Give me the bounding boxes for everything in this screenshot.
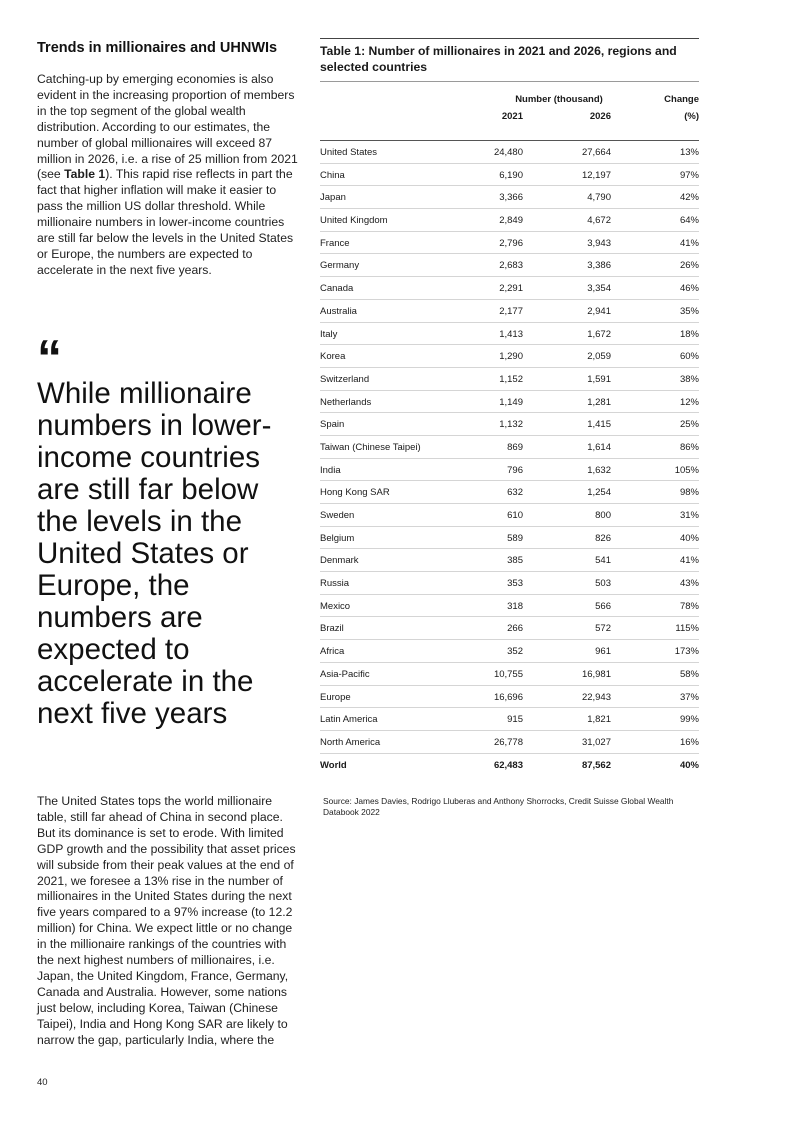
section-title: Trends in millionaires and UHNWIs <box>37 40 278 56</box>
intro-paragraph <box>37 72 299 279</box>
table-row <box>320 413 699 436</box>
table-row <box>320 323 699 346</box>
row-change: 37% <box>679 691 699 703</box>
row-change: 31% <box>679 510 699 521</box>
table-row <box>320 368 699 391</box>
row-2026: 1,672 <box>587 328 611 340</box>
row-change: 42% <box>679 192 699 204</box>
row-change: 99% <box>679 714 699 726</box>
table-row <box>320 436 699 459</box>
row-2021: 1,290 <box>499 351 523 363</box>
row-2021: 62,483 <box>493 759 523 771</box>
row-2026: 4,672 <box>587 215 611 227</box>
table-row <box>320 640 699 663</box>
table-row <box>320 254 699 277</box>
row-name: United Kingdom <box>320 215 388 227</box>
table-row <box>320 459 699 482</box>
row-2026: 503 <box>595 578 611 590</box>
row-change: 41% <box>679 237 699 249</box>
row-change: 13% <box>679 147 699 158</box>
row-name: Netherlands <box>320 396 372 408</box>
table-row <box>320 549 699 572</box>
table-row <box>320 731 699 754</box>
millionaires-table <box>320 38 699 776</box>
row-2026: 3,943 <box>587 237 611 249</box>
row-2021: 632 <box>507 487 523 499</box>
page-number: 40 <box>37 1077 48 1088</box>
pull-quote: While millionaire numbers in lower-income countries are still far below the levels in the United States or Europe, the numbers are expected to accelerate in the next five years <box>37 377 272 730</box>
table-body <box>320 141 699 754</box>
row-2021: 353 <box>507 578 523 590</box>
row-2026: 1,591 <box>587 373 611 385</box>
row-name: Spain <box>320 419 345 431</box>
table-header <box>320 82 699 141</box>
row-name: Belgium <box>320 532 355 544</box>
row-2026: 22,943 <box>581 691 611 703</box>
row-2021: 24,480 <box>493 147 523 158</box>
row-2026: 961 <box>595 646 611 658</box>
row-2021: 16,696 <box>493 691 523 703</box>
row-2021: 3,366 <box>499 192 523 204</box>
row-change: 86% <box>679 441 699 453</box>
row-name: Denmark <box>320 555 359 567</box>
row-name: United States <box>320 147 378 158</box>
row-2021: 6,190 <box>499 169 523 181</box>
table-row <box>320 345 699 368</box>
row-2026: 1,821 <box>587 714 611 726</box>
row-change: 40% <box>679 759 699 771</box>
row-change: 60% <box>679 351 699 363</box>
row-2026: 1,281 <box>587 396 611 408</box>
row-name: Asia-Pacific <box>320 668 370 680</box>
row-2026: 12,197 <box>581 169 611 181</box>
row-2026: 2,059 <box>587 351 611 363</box>
row-2021: 869 <box>507 441 523 453</box>
row-change: 64% <box>679 215 699 227</box>
header-year-2021: 2021 <box>501 111 523 122</box>
row-name: Latin America <box>320 714 378 726</box>
row-change: 78% <box>679 600 699 612</box>
table-row <box>320 164 699 187</box>
row-name: Australia <box>320 305 357 317</box>
table-row <box>320 300 699 323</box>
row-2021: 1,152 <box>499 373 523 385</box>
row-2021: 26,778 <box>493 736 523 748</box>
row-2021: 352 <box>507 646 523 658</box>
row-name: Korea <box>320 351 346 363</box>
row-2021: 610 <box>507 510 523 521</box>
header-change-unit: (%) <box>684 111 699 122</box>
table-row <box>320 595 699 618</box>
table-title: Table 1: Number of millionaires in 2021 and 2026, regions and selected countries <box>320 38 699 82</box>
row-2021: 2,291 <box>499 283 523 295</box>
row-name: Africa <box>320 646 345 658</box>
row-2026: 1,415 <box>587 419 611 431</box>
row-change: 173% <box>674 646 699 658</box>
row-name: Germany <box>320 260 360 272</box>
row-2026: 27,664 <box>581 147 611 158</box>
row-2021: 2,683 <box>499 260 523 272</box>
row-change: 40% <box>679 532 699 544</box>
row-2026: 16,981 <box>581 668 611 680</box>
row-2021: 589 <box>507 532 523 544</box>
row-2026: 1,254 <box>587 487 611 499</box>
row-name: Mexico <box>320 600 351 612</box>
row-2021: 2,177 <box>499 305 523 317</box>
row-change: 105% <box>674 464 699 476</box>
row-2026: 31,027 <box>581 736 611 748</box>
row-change: 12% <box>679 396 699 408</box>
row-2021: 2,796 <box>499 237 523 249</box>
row-2026: 572 <box>595 623 611 635</box>
row-change: 38% <box>679 373 699 385</box>
header-number: Number (thousand) <box>515 94 603 105</box>
table-row <box>320 617 699 640</box>
row-name: Hong Kong SAR <box>320 487 390 499</box>
table-row <box>320 277 699 300</box>
row-name: China <box>320 169 345 181</box>
row-name: Europe <box>320 691 351 703</box>
row-2021: 915 <box>507 714 523 726</box>
row-change: 115% <box>675 623 699 635</box>
row-2026: 1,614 <box>587 441 611 453</box>
row-name: Italy <box>320 328 338 340</box>
row-name: France <box>320 237 350 249</box>
table-row <box>320 186 699 209</box>
row-name: Japan <box>320 192 346 204</box>
row-2021: 796 <box>507 464 523 476</box>
table-row <box>320 663 699 686</box>
header-year-2026: 2026 <box>589 111 611 122</box>
row-name: Sweden <box>320 510 355 521</box>
table-row-total <box>320 754 699 777</box>
row-2026: 566 <box>595 600 611 612</box>
row-name: World <box>320 759 347 771</box>
row-name: Switzerland <box>320 373 370 385</box>
row-name: Taiwan (Chinese Taipei) <box>320 441 421 453</box>
row-2026: 1,632 <box>587 464 611 476</box>
row-name: Canada <box>320 283 354 295</box>
row-2021: 318 <box>507 600 523 612</box>
row-2021: 385 <box>507 555 523 567</box>
row-change: 16% <box>679 736 699 748</box>
table-row <box>320 481 699 504</box>
table-row <box>320 504 699 527</box>
row-2026: 826 <box>595 532 611 544</box>
row-change: 35% <box>679 305 699 317</box>
row-2026: 800 <box>595 510 611 521</box>
row-2026: 87,562 <box>581 759 611 771</box>
row-change: 43% <box>679 578 699 590</box>
table-row <box>320 209 699 232</box>
intro-text-end: ). This rapid rise reflects in part the fact that higher inflation will make it easier to pass the million US dollar threshold. While millionaire numbers in lower-income countries are still far below the levels in the United States or Europe, the numbers are expected to accelerate in the next five years. <box>37 167 294 277</box>
row-2021: 266 <box>507 623 523 635</box>
table-row <box>320 527 699 550</box>
row-2021: 1,413 <box>499 328 523 340</box>
row-2021: 2,849 <box>499 215 523 227</box>
intro-text-start: Catching-up by emerging economies is also evident in the increasing proportion of members in the top segment of the global wealth distribution. According to our estimates, the number of global millionaires will exceed 87 million in 2026, i.e. a rise of 25 million from 2021 (see <box>37 72 298 182</box>
table-source: Source: James Davies, Rodrigo Lluberas and Anthony Shorrocks, Credit Suisse Global Wealth Databook 2022 <box>323 796 674 817</box>
row-name: Brazil <box>320 623 344 635</box>
row-name: Russia <box>320 578 350 590</box>
row-2026: 541 <box>595 555 611 567</box>
row-2026: 2,941 <box>587 305 611 317</box>
row-change: 46% <box>679 283 699 295</box>
row-change: 26% <box>679 260 699 272</box>
header-change: Change <box>664 94 699 105</box>
table-row <box>320 391 699 414</box>
table-row <box>320 572 699 595</box>
row-2026: 3,386 <box>587 260 611 272</box>
row-2021: 10,755 <box>493 668 523 680</box>
row-2021: 1,132 <box>499 419 523 431</box>
row-2026: 3,354 <box>587 283 611 295</box>
row-change: 18% <box>679 328 699 340</box>
table-reference: Table 1 <box>64 167 106 182</box>
row-2026: 4,790 <box>587 192 611 204</box>
row-name: North America <box>320 736 381 748</box>
row-2021: 1,149 <box>499 396 523 408</box>
row-change: 41% <box>679 555 699 567</box>
row-name: India <box>320 464 341 476</box>
table-row <box>320 232 699 255</box>
row-change: 98% <box>679 487 699 499</box>
row-change: 25% <box>679 419 699 431</box>
row-change: 58% <box>679 668 699 680</box>
left-column <box>37 38 299 279</box>
row-change: 97% <box>679 169 699 181</box>
table-row <box>320 708 699 731</box>
table-row <box>320 686 699 709</box>
body-paragraph: The United States tops the world millionaire table, still far ahead of China in second place. But its dominance is set to erode. With limited GDP growth and the possibility that asset prices will subside from their peak values at the end of 2021, we foresee a 13% rise in the number of millionaires in the United States during the next five years compared to a 97% increase (to 12.2 million) for China. We expect little or no change in the millionaire rankings of the countries with the next highest numbers of millionaires, i.e. Japan, the United Kingdom, France, Germany, Canada and Australia. However, some nations just below, including Korea, Taiwan (Chinese Taipei), India and Hong Kong SAR are likely to narrow the gap, particularly India, where the <box>37 794 296 1047</box>
quote-mark-icon: “ <box>37 330 59 386</box>
table-row <box>320 141 699 164</box>
